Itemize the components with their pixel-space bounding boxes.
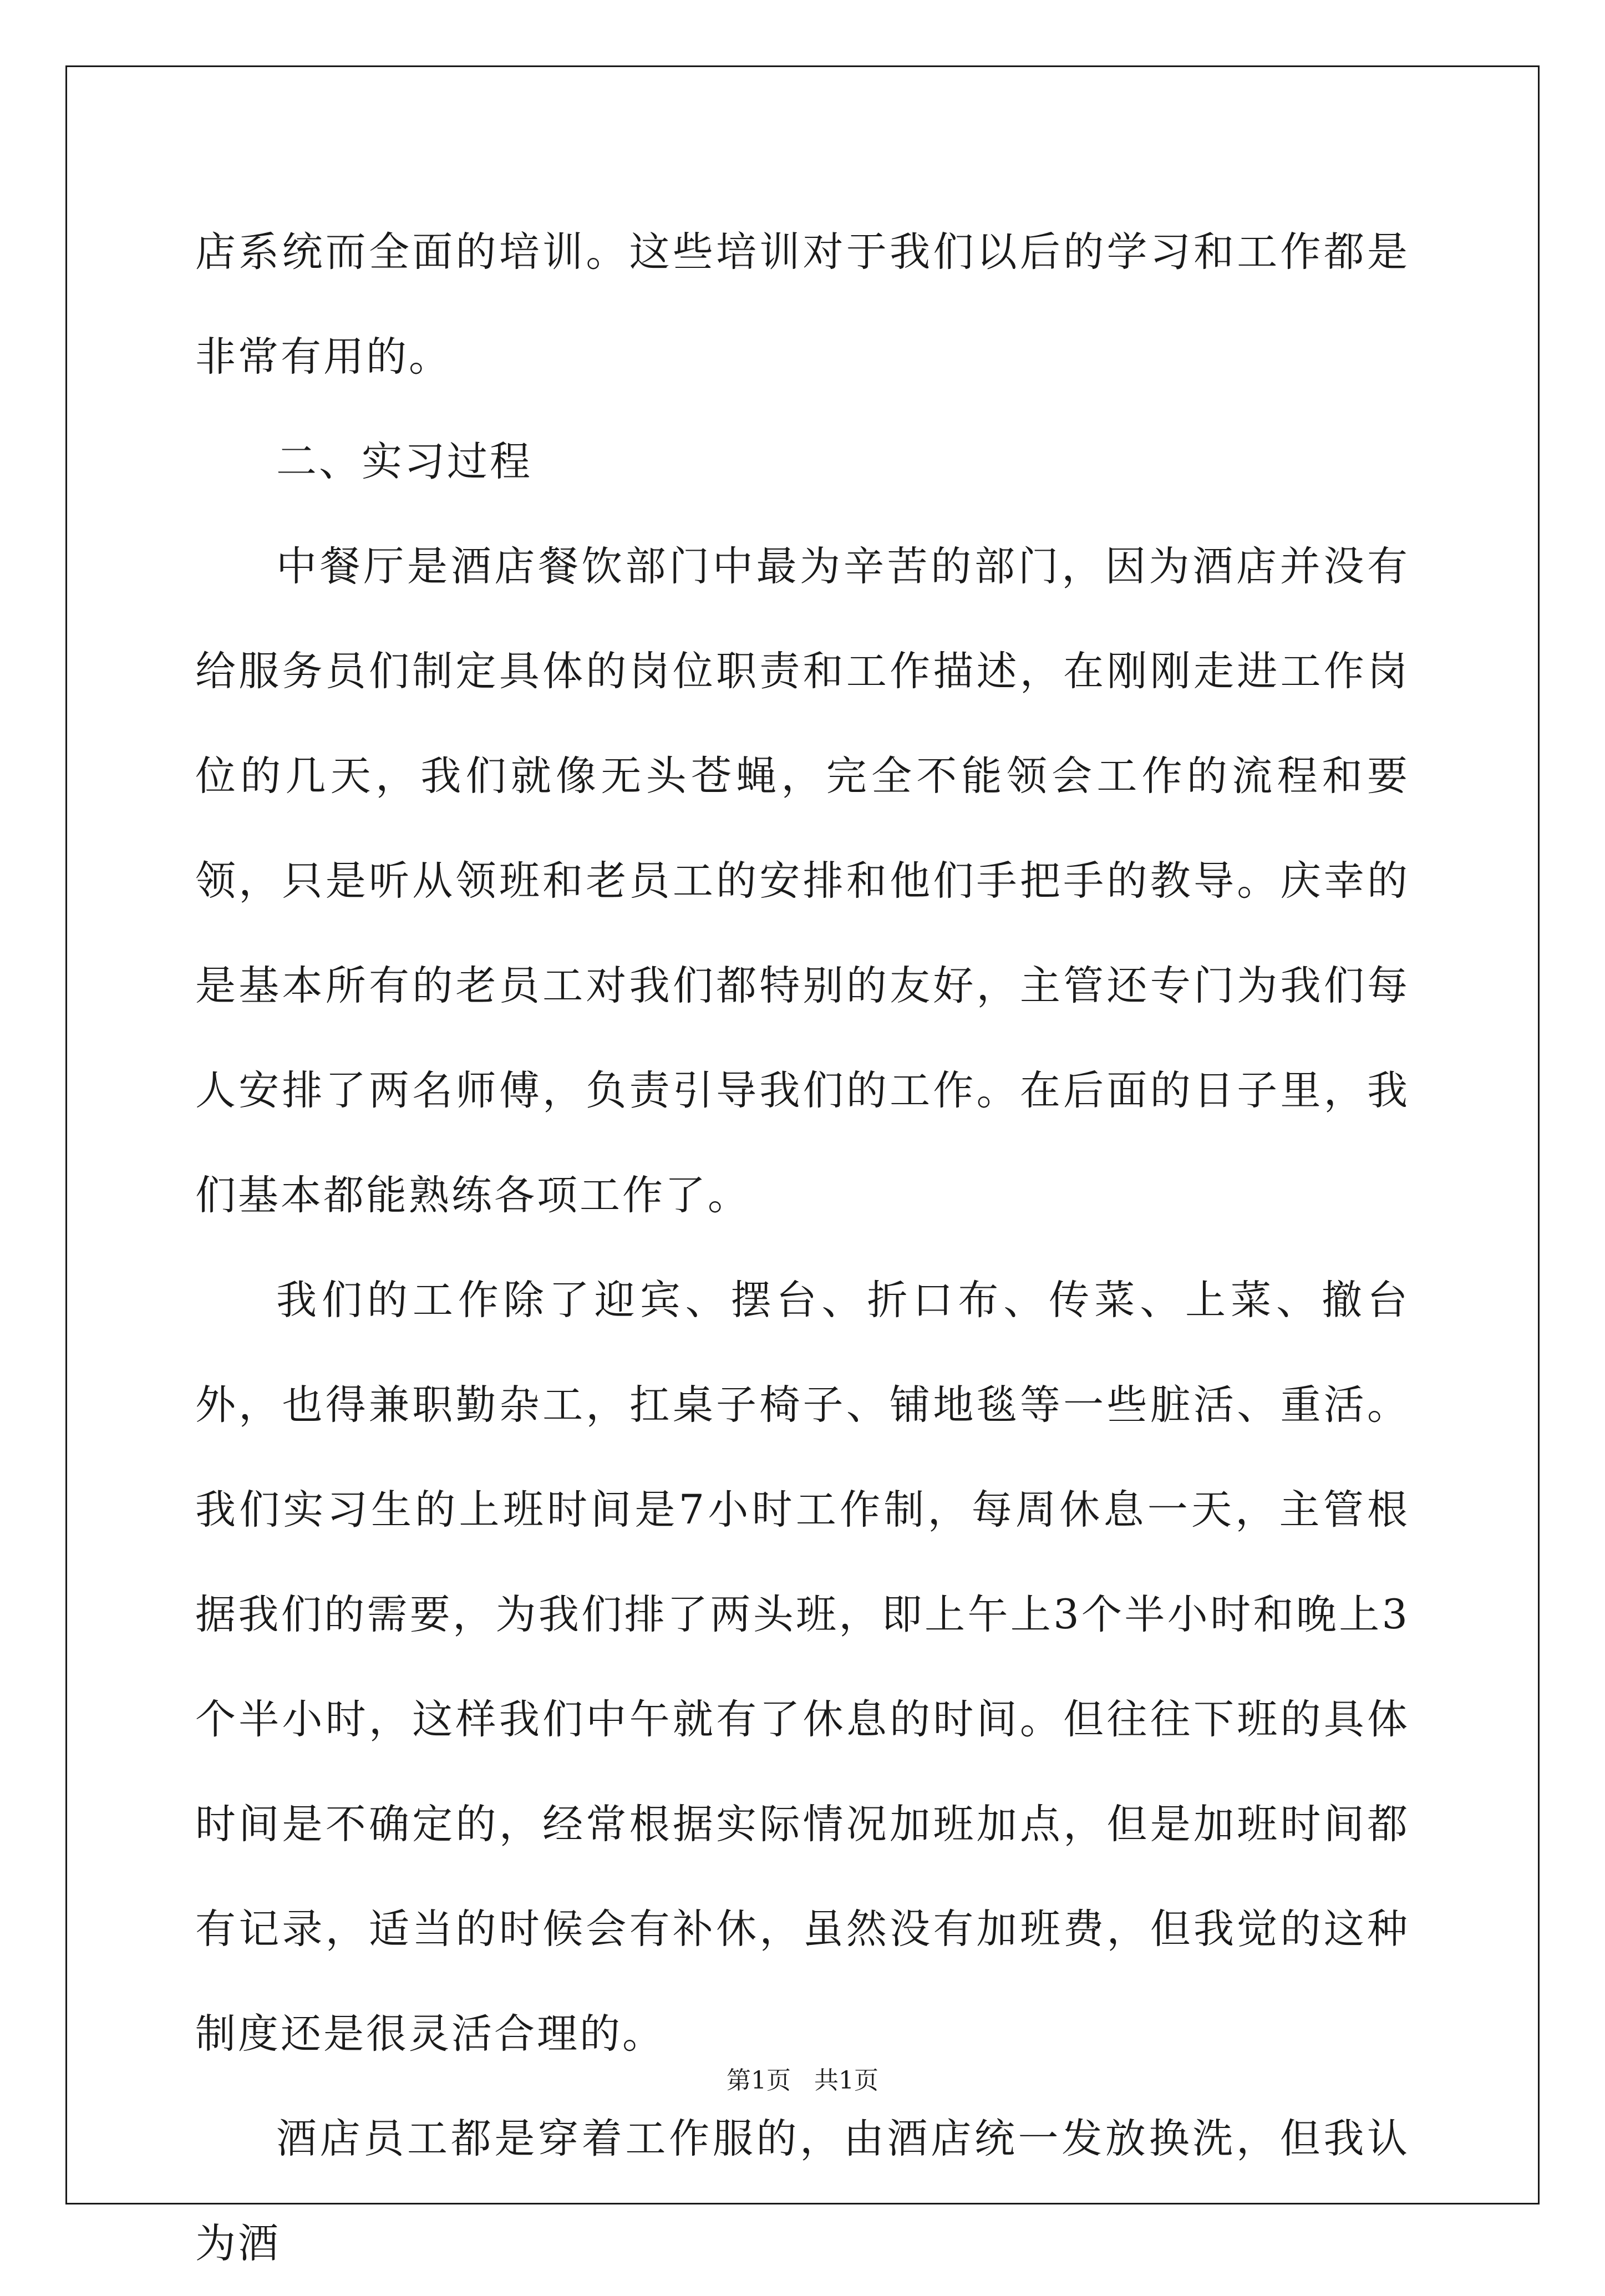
document-body — [195, 200, 1410, 2296]
paragraph-continued: 店系统而全面的培训。这些培训对于我们以后的学习和工作都是非常有用的。 — [195, 228, 1410, 380]
paragraph: 酒店员工都是穿着工作服的，由酒店统一发放换洗，但我认为酒 — [195, 2115, 1410, 2267]
paragraph: 中餐厅是酒店餐饮部门中最为辛苦的部门，因为酒店并没有给服务员们制定具体的岗位职责和工作描述，在刚刚走进工作岗位的几天，我们就像无头苍蝇，完全不能领会工作的流程和要领，只是听从领班和老员工的安排和他们手把手的教导。庆幸的是基本所有的老员工对我们都特别的友好，主管还专门为我们每人安排了两名师傅，负责引导我们的工作。在后面的日子里，我们基本都能熟练各项工作了。 — [195, 543, 1410, 1219]
paragraph: 我们的工作除了迎宾、摆台、折口布、传菜、上菜、撤台外，也得兼职勤杂工，扛桌子椅子、铺地毯等一些脏活、重活。我们实习生的上班时间是7小时工作制，每周休息一天，主管根据我们的需要，为我们排了两头班，即上午上3个半小时和晚上3个半小时，这样我们中午就有了休息的时间。但往往下班的具体时间是不确定的，经常根据实际情况加班加点，但是加班时间都有记录，适当的时候会有补休，虽然没有加班费，但我觉的这种制度还是很灵活合理的。 — [195, 1277, 1410, 2058]
section-heading: 二、实习过程 — [276, 438, 532, 485]
page-footer — [0, 2060, 1605, 2096]
page-number: 第1页 共1页 — [727, 2066, 878, 2095]
